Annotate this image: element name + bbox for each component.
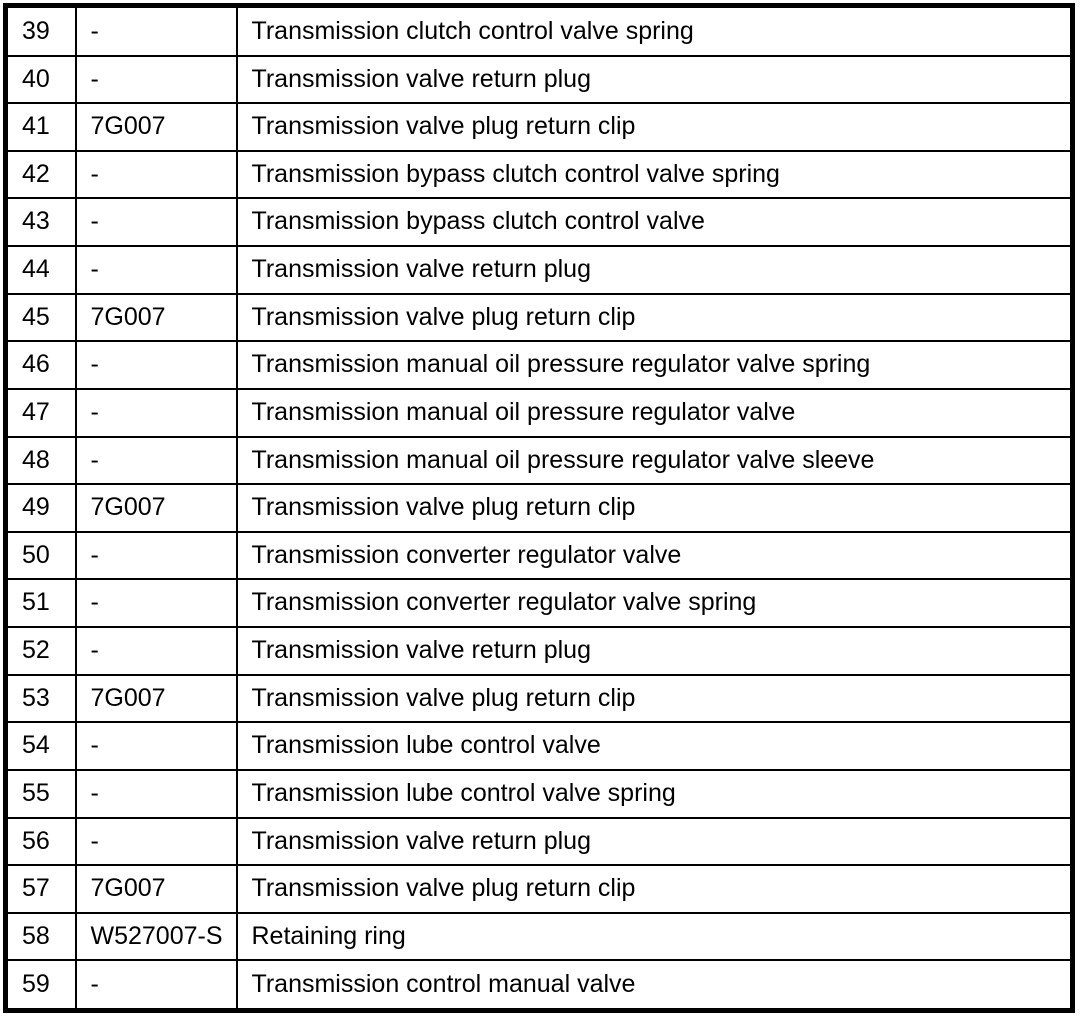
table-row bbox=[6, 437, 1073, 485]
table-row bbox=[6, 865, 1073, 913]
item-number-cell: 58 bbox=[6, 913, 76, 961]
item-number-cell: 39 bbox=[6, 6, 76, 56]
table-row bbox=[6, 770, 1073, 818]
description-cell: Transmission converter regulator valve spring bbox=[237, 579, 1073, 627]
part-number-cell: 7G007 bbox=[76, 103, 237, 151]
table-row bbox=[6, 56, 1073, 104]
description-cell: Transmission bypass clutch control valve bbox=[237, 198, 1073, 246]
description-cell: Retaining ring bbox=[237, 913, 1073, 961]
description-cell: Transmission converter regulator valve bbox=[237, 532, 1073, 580]
part-number-cell: W527007-S bbox=[76, 913, 237, 961]
table-row bbox=[6, 960, 1073, 1010]
table-row bbox=[6, 532, 1073, 580]
description-cell: Transmission manual oil pressure regulator valve spring bbox=[237, 341, 1073, 389]
part-number-cell: - bbox=[76, 341, 237, 389]
description-cell: Transmission valve plug return clip bbox=[237, 103, 1073, 151]
description-cell: Transmission lube control valve bbox=[237, 722, 1073, 770]
item-number-cell: 41 bbox=[6, 103, 76, 151]
table-row bbox=[6, 579, 1073, 627]
item-number-cell: 44 bbox=[6, 246, 76, 294]
item-number-cell: 50 bbox=[6, 532, 76, 580]
parts-list-body bbox=[6, 6, 1073, 1011]
table-row bbox=[6, 389, 1073, 437]
part-number-cell: - bbox=[76, 151, 237, 199]
part-number-cell: - bbox=[76, 960, 237, 1010]
description-cell: Transmission valve plug return clip bbox=[237, 294, 1073, 342]
description-cell: Transmission valve plug return clip bbox=[237, 675, 1073, 723]
part-number-cell: 7G007 bbox=[76, 865, 237, 913]
part-number-cell: - bbox=[76, 532, 237, 580]
part-number-cell: - bbox=[76, 722, 237, 770]
part-number-cell: 7G007 bbox=[76, 675, 237, 723]
table-row bbox=[6, 198, 1073, 246]
table-row bbox=[6, 913, 1073, 961]
description-cell: Transmission clutch control valve spring bbox=[237, 6, 1073, 56]
item-number-cell: 55 bbox=[6, 770, 76, 818]
table-row bbox=[6, 341, 1073, 389]
item-number-cell: 48 bbox=[6, 437, 76, 485]
table-row bbox=[6, 294, 1073, 342]
part-number-cell: - bbox=[76, 770, 237, 818]
table-row bbox=[6, 103, 1073, 151]
description-cell: Transmission valve return plug bbox=[237, 56, 1073, 104]
item-number-cell: 53 bbox=[6, 675, 76, 723]
item-number-cell: 47 bbox=[6, 389, 76, 437]
item-number-cell: 45 bbox=[6, 294, 76, 342]
part-number-cell: - bbox=[76, 437, 237, 485]
description-cell: Transmission manual oil pressure regulator valve bbox=[237, 389, 1073, 437]
part-number-cell: - bbox=[76, 389, 237, 437]
part-number-cell: - bbox=[76, 198, 237, 246]
part-number-cell: 7G007 bbox=[76, 484, 237, 532]
description-cell: Transmission control manual valve bbox=[237, 960, 1073, 1010]
item-number-cell: 46 bbox=[6, 341, 76, 389]
item-number-cell: 51 bbox=[6, 579, 76, 627]
item-number-cell: 43 bbox=[6, 198, 76, 246]
description-cell: Transmission valve plug return clip bbox=[237, 484, 1073, 532]
description-cell: Transmission valve return plug bbox=[237, 246, 1073, 294]
part-number-cell: - bbox=[76, 246, 237, 294]
table-row bbox=[6, 6, 1073, 56]
part-number-cell: - bbox=[76, 56, 237, 104]
item-number-cell: 56 bbox=[6, 818, 76, 866]
part-number-cell: - bbox=[76, 818, 237, 866]
table-row bbox=[6, 675, 1073, 723]
description-cell: Transmission valve plug return clip bbox=[237, 865, 1073, 913]
description-cell: Transmission manual oil pressure regulator valve sleeve bbox=[237, 437, 1073, 485]
item-number-cell: 57 bbox=[6, 865, 76, 913]
item-number-cell: 42 bbox=[6, 151, 76, 199]
table-row bbox=[6, 151, 1073, 199]
table-row bbox=[6, 627, 1073, 675]
description-cell: Transmission lube control valve spring bbox=[237, 770, 1073, 818]
parts-list-table bbox=[3, 3, 1075, 1013]
item-number-cell: 59 bbox=[6, 960, 76, 1010]
part-number-cell: - bbox=[76, 627, 237, 675]
part-number-cell: 7G007 bbox=[76, 294, 237, 342]
table-row bbox=[6, 818, 1073, 866]
item-number-cell: 52 bbox=[6, 627, 76, 675]
table-row bbox=[6, 722, 1073, 770]
table-row bbox=[6, 484, 1073, 532]
part-number-cell: - bbox=[76, 6, 237, 56]
item-number-cell: 49 bbox=[6, 484, 76, 532]
item-number-cell: 40 bbox=[6, 56, 76, 104]
part-number-cell: - bbox=[76, 579, 237, 627]
item-number-cell: 54 bbox=[6, 722, 76, 770]
table-row bbox=[6, 246, 1073, 294]
description-cell: Transmission valve return plug bbox=[237, 818, 1073, 866]
description-cell: Transmission bypass clutch control valve spring bbox=[237, 151, 1073, 199]
description-cell: Transmission valve return plug bbox=[237, 627, 1073, 675]
